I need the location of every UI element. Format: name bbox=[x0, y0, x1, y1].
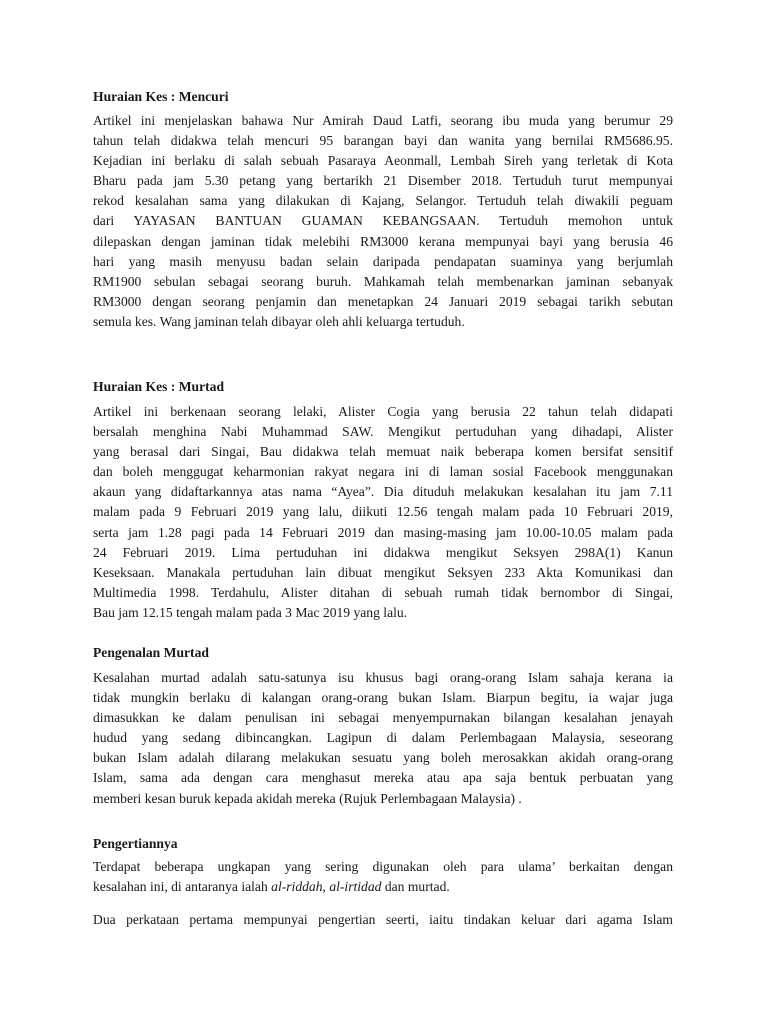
term-al-riddah: al-riddah bbox=[271, 879, 323, 895]
section-heading-murtad: Huraian Kes : Murtad bbox=[93, 379, 225, 394]
text-line: RM1900 sebulan sebagai seorang buruh. Mahkamah telah membenarkan jaminan sebanyak bbox=[93, 273, 673, 289]
paragraph-murtad bbox=[93, 402, 673, 623]
text-line: dari YAYASAN BANTUAN GUAMAN KEBANGSAAN. Tertuduh memohon untuk bbox=[93, 213, 673, 229]
paragraph-mencuri bbox=[93, 111, 673, 332]
text-line: tahun telah didakwa telah mencuri 95 barangan bayi dan wanita yang bernilai RM5686.95. bbox=[93, 133, 673, 149]
text-line: akaun yang didaftarkannya atas nama “Ayea”. Dia dituduh melakukan kesalahan itu jam 7.11 bbox=[93, 484, 673, 500]
text-line: Kejadian ini berlaku di salah sebuah Pasaraya Aeonmall, Lembah Sireh yang terletak di Kota bbox=[93, 153, 673, 169]
text-line: Kesalahan murtad adalah satu-satunya isu khusus bagi orang-orang Islam sahaja kerana ia bbox=[93, 670, 673, 685]
text-line: 24 Februari 2019. Lima pertuduhan ini didakwa mengikut Seksyen 298A(1) Kanun bbox=[93, 544, 673, 560]
text-line: Multimedia 1998. Terdahulu, Alister ditahan di sebuah rumah tidak bernombor di Singai, bbox=[93, 584, 673, 600]
text-line: bersalah menghina Nabi Muhammad SAW. Mengikut pertuduhan yang dihadapi, Alister bbox=[93, 424, 673, 440]
text-fragment: dan murtad. bbox=[381, 879, 450, 895]
paragraph-pengertiannya-1 bbox=[93, 857, 673, 897]
text-line: semula kes. Wang jaminan telah dibayar oleh ahli keluarga tertuduh. bbox=[93, 313, 465, 329]
text-line: yang berasal dari Singai, Bau didakwa telah memuat naik beberapa komen bersifat sensitif bbox=[93, 444, 673, 460]
term-al-irtidad: al-irtidad bbox=[329, 879, 382, 895]
text-line: RM3000 dengan seorang penjamin dan menetapkan 24 Januari 2019 sebagai tarikh sebutan bbox=[93, 293, 673, 309]
paragraph-pengenalan-murtad bbox=[93, 668, 673, 809]
text-line: Islam, sama ada dengan cara menghasut mereka atau apa saja bentuk perbuatan yang bbox=[93, 770, 673, 786]
text-fragment: , bbox=[322, 879, 330, 895]
section-heading-mencuri: Huraian Kes : Mencuri bbox=[93, 89, 229, 104]
text-line: dilepaskan dengan jaminan tidak melebihi RM3000 kerana mempunyai bayi yang berusia 46 bbox=[93, 233, 673, 249]
text-line: malam pada 9 Februari 2019 yang lalu, diikuti 12.56 tengah malam pada 10 Februari 2019, bbox=[93, 504, 673, 520]
text-line: Bau jam 12.15 tengah malam pada 3 Mac 2019 yang lalu. bbox=[93, 604, 408, 620]
text-line: Artikel ini menjelaskan bahawa Nur Amirah Daud Latfi, seorang ibu muda yang berumur 29 bbox=[93, 113, 673, 128]
text-line: dimasukkan ke dalam penulisan ini sebagai menyempurnakan bilangan kesalahan jenayah bbox=[93, 710, 673, 726]
text-fragment: kesalahan ini, di antaranya ialah bbox=[93, 879, 272, 895]
section-heading-pengertiannya: Pengertiannya bbox=[93, 836, 178, 851]
text-line: Terdapat beberapa ungkapan yang sering digunakan oleh para ulama’ berkaitan dengan bbox=[93, 859, 673, 874]
section-heading-pengenalan-murtad: Pengenalan Murtad bbox=[93, 645, 209, 660]
text-line: dan boleh menggugat keharmonian rakyat negara ini di laman sosial Facebook menggunakan bbox=[93, 464, 673, 480]
paragraph-pengertiannya-2 bbox=[93, 910, 673, 930]
text-line: Artikel ini berkenaan seorang lelaki, Alister Cogia yang berusia 22 tahun telah didapati bbox=[93, 404, 673, 419]
text-line-with-terms bbox=[93, 877, 673, 897]
text-line: serta jam 1.28 pagi pada 14 Februari 2019 dan masing-masing jam 10.00-10.05 malam pada bbox=[93, 524, 673, 540]
text-line: memberi kesan buruk kepada akidah mereka (Rujuk Perlembagaan Malaysia) . bbox=[93, 790, 522, 806]
text-line: hudud yang sedang dibincangkan. Lagipun di dalam Perlembagaan Malaysia, seseorang bbox=[93, 730, 673, 746]
text-line: rekod kesalahan sama yang dilakukan di Kajang, Selangor. Tertuduh telah diwakili peguam bbox=[93, 193, 673, 209]
text-line: hari yang masih menyusu badan selain daripada pendapatan suaminya yang berjumlah bbox=[93, 253, 673, 269]
text-line: Dua perkataan pertama mempunyai pengertian seerti, iaitu tindakan keluar dari agama Islam bbox=[93, 912, 673, 927]
text-line: Keseksaan. Manakala pertuduhan lain dibuat mengikut Seksyen 233 Akta Komunikasi dan bbox=[93, 564, 673, 580]
text-line: tidak mungkin berlaku di kalangan orang-orang bukan Islam. Biarpun begitu, ia wajar juga bbox=[93, 690, 673, 706]
text-line: Bharu pada jam 5.30 petang yang bertarikh 21 Disember 2018. Tertuduh turut mempunyai bbox=[93, 173, 673, 189]
text-line: bukan Islam adalah dilarang melakukan sesuatu yang boleh merosakkan akidah orang-orang bbox=[93, 750, 673, 766]
